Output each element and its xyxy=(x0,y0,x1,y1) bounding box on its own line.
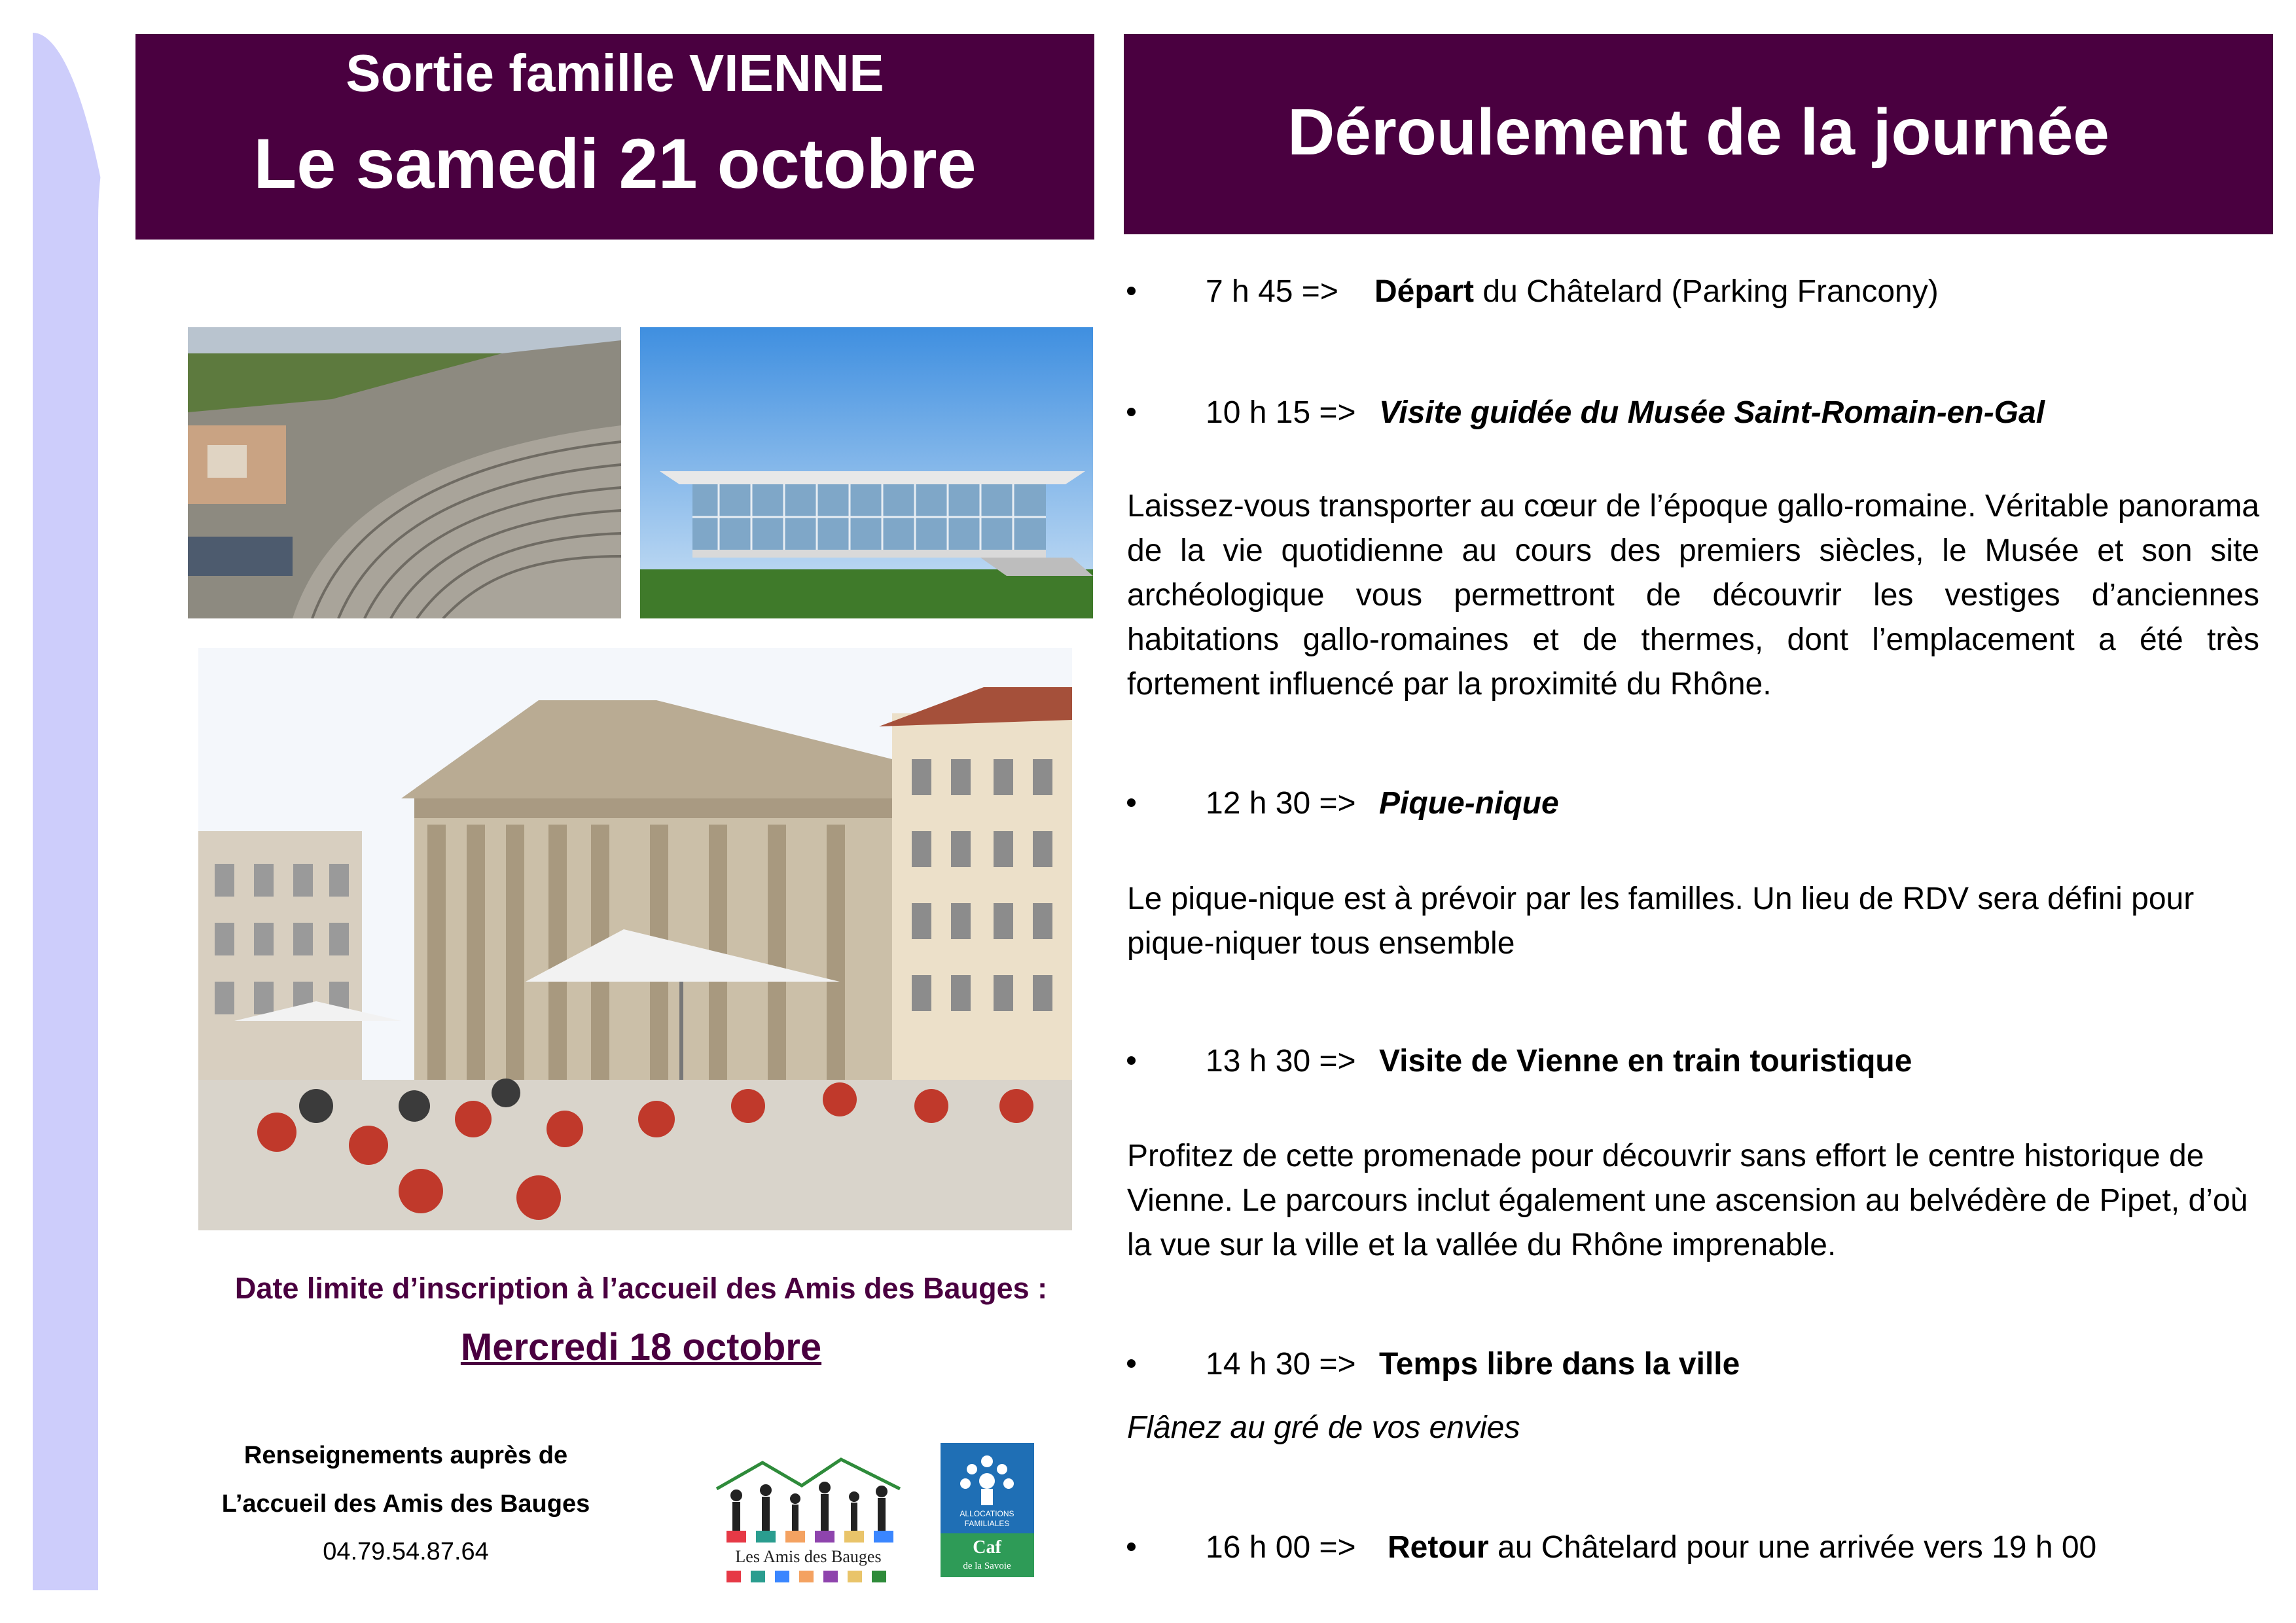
schedule-description: Pique-nique xyxy=(1379,786,1559,821)
svg-text:Caf: Caf xyxy=(973,1537,1001,1558)
schedule-description: Visite guidée du Musée Saint-Romain-en-Gal xyxy=(1379,395,2045,430)
schedule-time: 13 h 30 => xyxy=(1206,1044,1356,1079)
schedule-time: 10 h 15 => xyxy=(1206,395,1356,430)
amis-logo-text: Les Amis des Bauges xyxy=(735,1547,882,1566)
svg-text:ALLOCATIONS: ALLOCATIONS xyxy=(960,1509,1014,1518)
schedule-description: Départ du Châtelard (Parking Francony) xyxy=(1374,274,1939,309)
decorative-side-band xyxy=(33,33,144,1590)
svg-text:FAMILIALES: FAMILIALES xyxy=(964,1519,1010,1528)
musee-description: Laissez-vous transporter au cœur de l’époque gallo-romaine. Véritable panorama de la vie quotidienne au cours des premiers siècles, le Musée et son site archéologique vous permettront de découvrir les vestiges d’anciennes habitations gallo-romaines et de thermes, dont l’emplacement a été très fortement influencé par la proximité du Rhône. xyxy=(1127,489,2259,702)
temple-square-cafe-photo xyxy=(198,648,1072,1230)
temps-libre-description: Flânez au gré de vos envies xyxy=(1127,1410,1520,1445)
bullet-icon xyxy=(1127,1056,1136,1065)
pique-nique-description: Le pique-nique est à prévoir par les familles. Un lieu de RDV sera défini pour pique-niquer tous ensemble xyxy=(1127,882,2195,961)
schedule-time: 7 h 45 => xyxy=(1206,274,1338,309)
bullet-icon xyxy=(1127,408,1136,416)
schedule-time: 16 h 00 => xyxy=(1206,1530,1356,1565)
schedule-time: 12 h 30 => xyxy=(1206,786,1356,821)
museum-saint-romain-photo xyxy=(640,327,1093,618)
train-description: Profitez de cette promenade pour découvrir sans effort le centre historique de Vienne. Le parcours inclut également une ascension au belvédère de Pipet, d’où la vue sur la ville et la vallée du Rhône imprenable. xyxy=(1127,1139,2248,1262)
schedule-description: Temps libre dans la ville xyxy=(1379,1347,1740,1382)
amis-des-bauges-logo xyxy=(710,1450,906,1587)
schedule-header xyxy=(1124,34,2273,234)
schedule-time: 14 h 30 => xyxy=(1206,1347,1356,1382)
bullet-icon xyxy=(1127,1543,1136,1551)
svg-text:de la Savoie: de la Savoie xyxy=(963,1561,1011,1571)
caf-savoie-logo xyxy=(941,1443,1034,1577)
schedule-title: Déroulement de la journée xyxy=(1287,96,2109,169)
schedule-description: Retour au Châtelard pour une arrivée vers 19 h 00 xyxy=(1388,1530,2097,1565)
event-date: Le samedi 21 octobre xyxy=(253,124,977,203)
bullet-icon xyxy=(1127,1359,1136,1368)
roman-theatre-photo xyxy=(188,327,621,618)
contact-phone: 04.79.54.87.64 xyxy=(323,1538,489,1565)
contact-line-2: L’accueil des Amis des Bauges xyxy=(221,1490,590,1518)
bullet-icon xyxy=(1127,287,1136,295)
registration-deadline-date: Mercredi 18 octobre xyxy=(460,1326,822,1368)
contact-line-1: Renseignements auprès de xyxy=(243,1442,568,1469)
schedule-description: Visite de Vienne en train touristique xyxy=(1379,1044,1912,1079)
event-title: Sortie famille VIENNE xyxy=(346,44,884,102)
event-header xyxy=(135,34,1094,240)
registration-deadline-label: Date limite d’inscription à l’accueil des Amis des Bauges : xyxy=(234,1272,1048,1305)
bullet-icon xyxy=(1127,798,1136,807)
